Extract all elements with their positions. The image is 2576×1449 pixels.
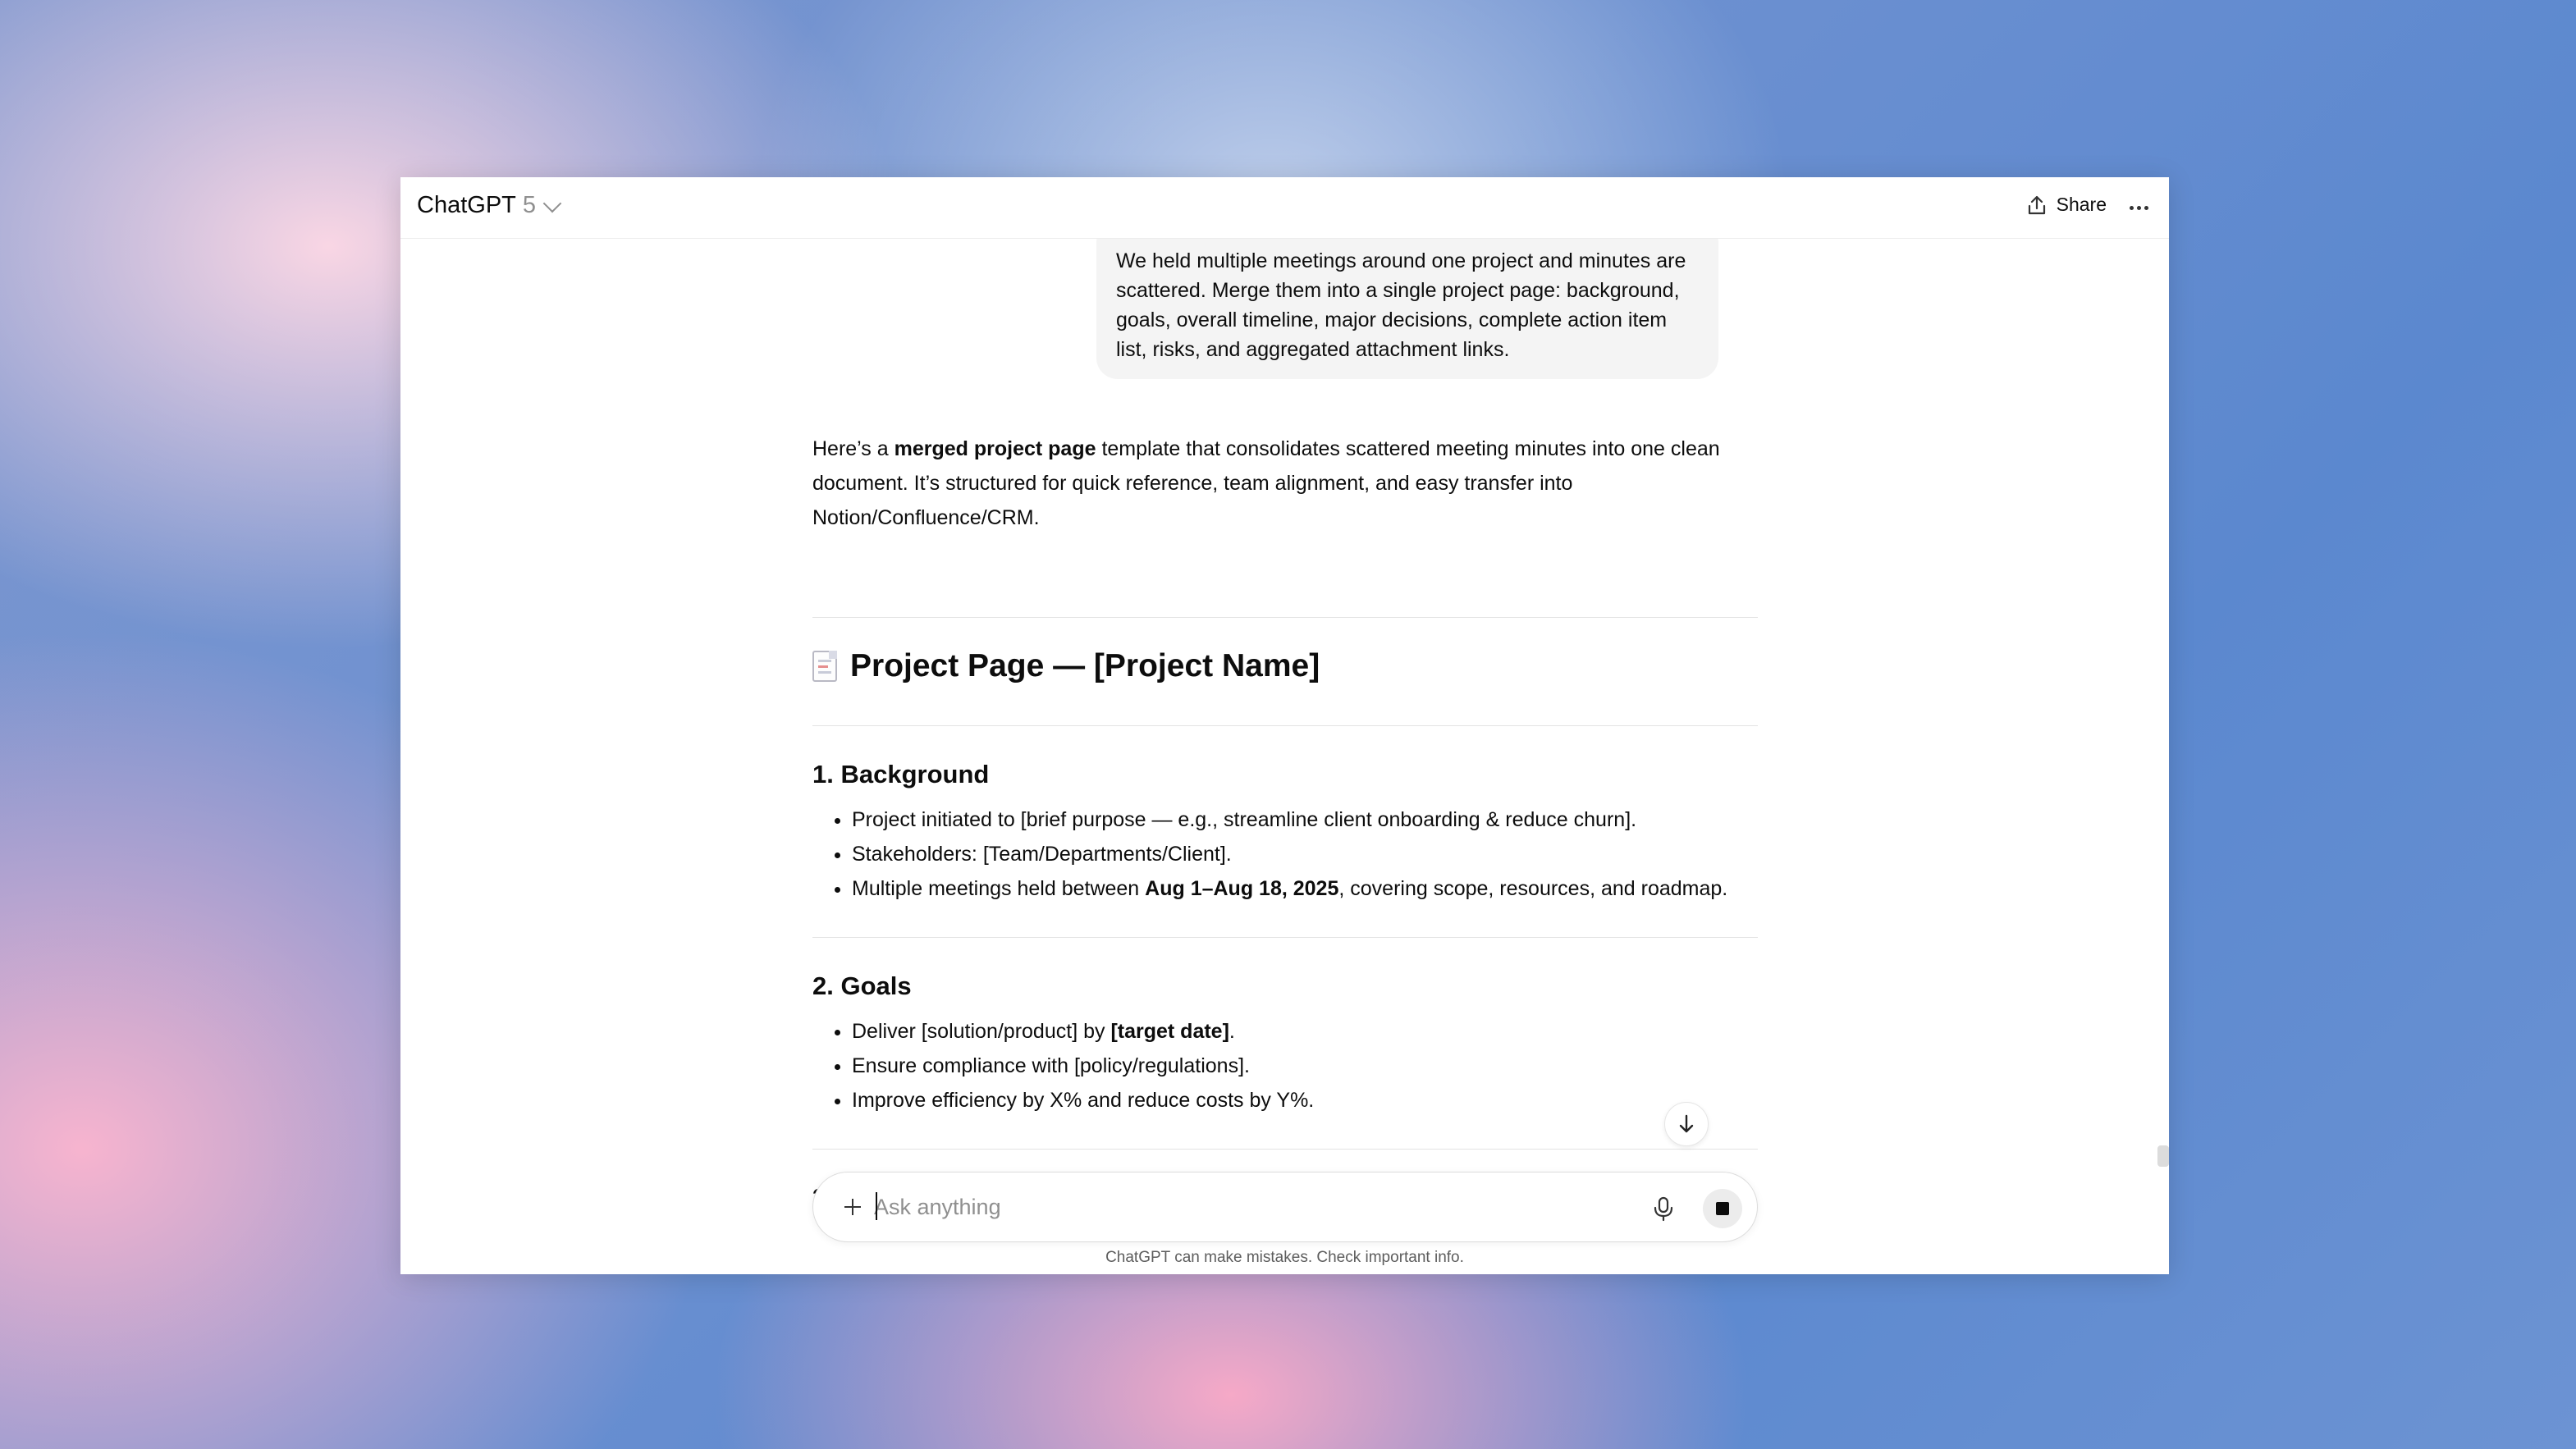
prompt-input[interactable] — [874, 1189, 1613, 1225]
share-icon — [2027, 194, 2047, 216]
intro-text: template that consolidates scattered meeting minutes into one clean document. It’s structured for quick reference, team alignment, and easy transfer into Notion/Confluence/CRM. — [812, 437, 1720, 529]
page-title-text: Project Page — [Project Name] — [850, 648, 1320, 683]
more-options-dot — [2137, 206, 2141, 210]
model-name: ChatGPT — [417, 192, 516, 218]
stop-button[interactable] — [1703, 1189, 1742, 1228]
stop-icon — [1716, 1202, 1729, 1215]
item-text: Deliver [solution/product] by — [852, 1020, 1111, 1043]
item-text: . — [1229, 1020, 1235, 1043]
page-title — [812, 648, 1320, 684]
item-text: Multiple meetings held between — [852, 877, 1146, 900]
response-intro — [812, 432, 1759, 535]
chevron-down-icon — [543, 194, 562, 213]
share-label: Share — [2056, 194, 2107, 215]
section-heading-goals: 2. Goals — [812, 971, 912, 1000]
arrow-down-icon — [1677, 1113, 1696, 1135]
plus-icon[interactable] — [836, 1191, 869, 1223]
goals-list — [812, 1014, 1314, 1118]
more-options-dot — [2144, 206, 2148, 210]
disclaimer: ChatGPT can make mistakes. Check important info. — [1105, 1249, 1464, 1266]
text-caret — [876, 1192, 877, 1220]
chat-window — [400, 177, 2169, 1274]
background-list — [812, 802, 1727, 906]
divider — [812, 617, 1758, 618]
list-item — [852, 871, 1727, 906]
model-switcher[interactable] — [417, 192, 559, 219]
scroll-to-bottom-button[interactable] — [1664, 1102, 1709, 1146]
divider — [812, 1149, 1758, 1150]
list-item: • Project initiated to [brief purpose — e.g., streamline client onboarding & reduce churn]. — [852, 802, 1727, 837]
list-item: • Ensure compliance with [policy/regulations]. — [852, 1049, 1314, 1083]
page-document-icon — [812, 651, 837, 682]
microphone-icon[interactable] — [1647, 1192, 1680, 1225]
intro-text: Here’s a — [812, 437, 895, 460]
conversation — [400, 238, 2169, 1274]
item-bold: Aug 1–Aug 18, 2025 — [1145, 877, 1339, 900]
model-version: 5 — [522, 192, 537, 218]
intro-bold: merged project page — [894, 437, 1096, 460]
divider — [812, 725, 1758, 726]
section-heading-background: 1. Background — [812, 760, 990, 788]
item-bold: [target date] — [1110, 1020, 1229, 1043]
more-options-icon — [2130, 206, 2134, 210]
composer — [812, 1172, 1758, 1242]
header — [400, 177, 2169, 239]
list-item: • Improve efficiency by X% and reduce costs by Y%. — [852, 1083, 1314, 1118]
scrollbar-thumb[interactable] — [2157, 1145, 2169, 1167]
divider — [812, 937, 1758, 938]
list-item: • Stakeholders: [Team/Departments/Client]. — [852, 837, 1727, 871]
more-options-button[interactable] — [2125, 195, 2153, 220]
item-text: , covering scope, resources, and roadmap. — [1338, 877, 1728, 900]
user-message: We held multiple meetings around one project and minutes are scattered. Merge them into a single project page: background, goals, overall timeline, major decisions, complete action item list, risks, and aggregated attachment links. — [1096, 222, 1718, 379]
list-item — [852, 1014, 1314, 1049]
share-button[interactable] — [2027, 194, 2107, 216]
